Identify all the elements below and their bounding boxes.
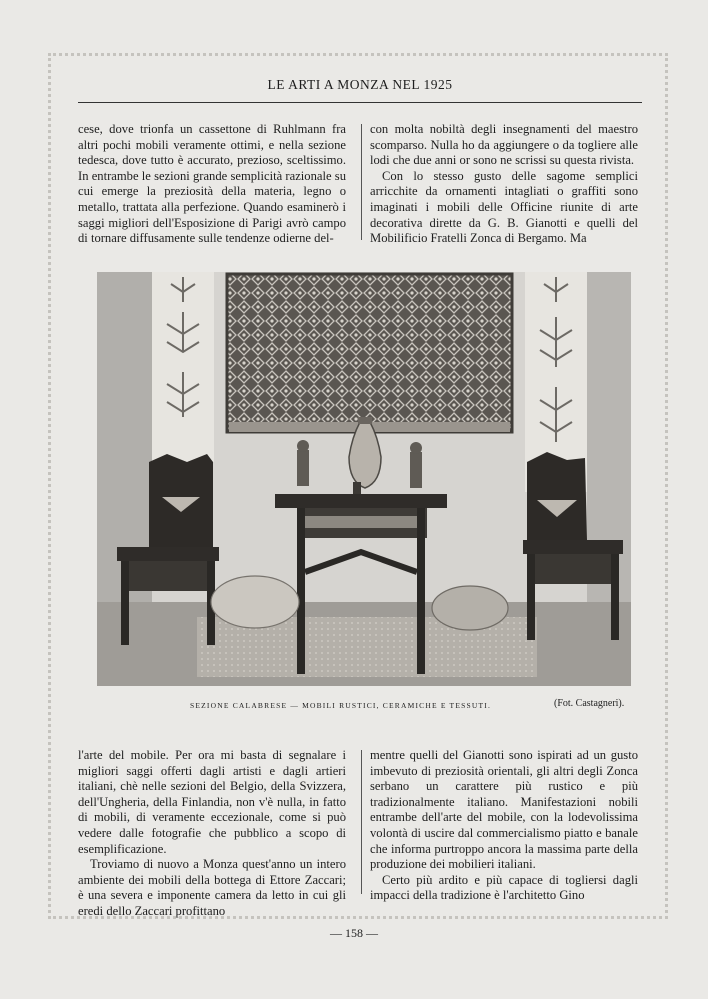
top-left-column xyxy=(78,122,346,247)
paragraph: Certo più ardito e più capace di togliersi dagli impacci della tradizione è l'architetto Gino xyxy=(370,872,638,903)
paragraph: l'arte del mobile. Per ora mi basta di segnalare i migliori saggi offerti dagli artisti e dagli artieri italiani, chè nelle sezioni del Belgio, della Svizzera, dell'Ungheria, della Finlandia, non v'è nulla, in fatto di mobili, di veramente eccezionale, come si può vedere dalle fotografie che pubblico a scopo di esemplificazione. xyxy=(78,748,346,856)
paragraph: cese, dove trionfa un cassettone di Ruhlmann fra altri pochi mobili veramente ottimi, e nella sezione tedesca, dove tutto è accurato, prezioso, sceltissimo. In entrambe le sezioni grande semplicità razionale su cui emerge la preziosità della materia, legno o metallo, trattata alla perfezione. Quando esaminerò i saggi migliori dell'Esposizione di Parigi avrò campo di tornare diffusamente sulle tendenze odierne del- xyxy=(78,122,346,246)
running-title: LE ARTI A MONZA NEL 1925 xyxy=(267,77,453,92)
photo-illustration xyxy=(97,272,631,686)
paragraph: Troviamo di nuovo a Monza quest'anno un intero ambiente dei mobili della bottega di Ettore Zaccari; è una severa e imponente camera da letto in cui gli eredi dello Zaccari profittano xyxy=(78,857,346,918)
figure-caption: SEZIONE CALABRESE — MOBILI RUSTICI, CERAMICHE E TESSUTI. xyxy=(190,701,492,710)
photo-credit: (Fot. Castagneri). xyxy=(554,698,625,709)
header-rule xyxy=(78,102,642,103)
column-divider xyxy=(361,124,362,240)
column-divider xyxy=(361,750,362,894)
paragraph: Con lo stesso gusto delle sagome semplici arricchite da ornamenti intagliati o graffiti sono imaginati i mobili delle Officine riunite di arte decorativa dirette da G. B. Gianotti e quelli del Mobilificio Fratelli Zonca di Bergamo. Ma xyxy=(370,168,638,246)
paragraph: con molta nobiltà degli insegnamenti del maestro scomparso. Nulla ho da aggiungere o da togliere alle lodi che due anni or sono ne scrissi su questa rivista. xyxy=(370,122,638,168)
paragraph: mentre quelli del Gianotti sono ispirati ad un gusto imbevuto di preziosità orientali, gli altri degli Zonca serbano un carattere più rustico e più tradizionalmente italiano. Manifestazioni nobili entrambe dell'arte del mobile, con la lodevolissima volontà di uscire dal commercialismo piatto e banale che informa purtroppo ancora la massima parte della produzione dei mobilieri italiani. xyxy=(370,748,638,872)
page-number: — 158 — xyxy=(330,926,378,940)
top-right-column xyxy=(370,122,638,247)
bottom-left-column xyxy=(78,748,346,920)
bottom-right-column xyxy=(370,748,638,904)
photograph xyxy=(97,272,631,686)
